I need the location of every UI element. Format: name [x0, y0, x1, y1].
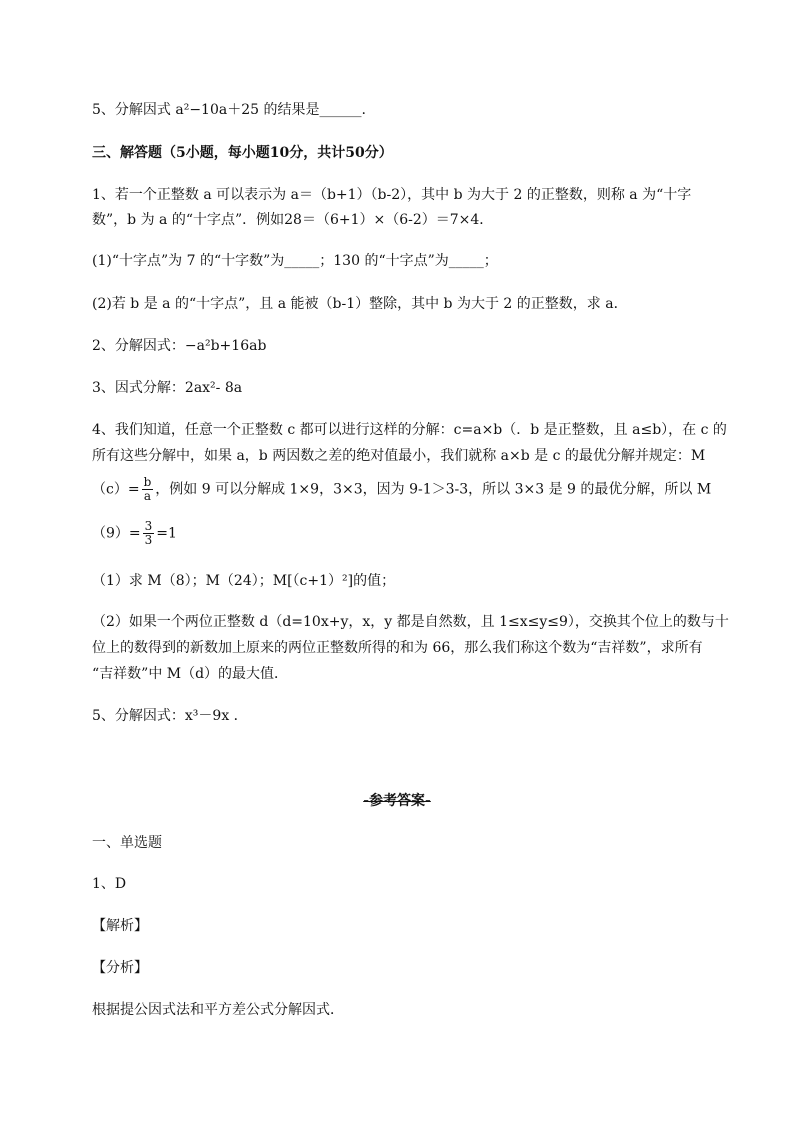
question-4-line-2: 所有这些分解中，如果 a，b 两因数之差的绝对值最小，我们就称 a×b 是 c 的最优分解并规定：M	[92, 448, 706, 464]
question-1-part-1: (1)“十字点”为 7 的“十字数”为_____；130 的“十字点”为_____；	[92, 253, 498, 269]
fraction-denominator: a	[143, 489, 151, 503]
question-2: 2、分解因式：−a²b+16ab	[92, 338, 267, 354]
question-3: 3、因式分解：2ax²- 8a	[92, 380, 243, 396]
question-4-line-4-prefix: （9）=	[92, 525, 141, 542]
question-5-fill-blank: 5、分解因式 a²−10a＋25 的结果是______.	[92, 102, 366, 118]
question-4-line-3-suffix: ，例如 9 可以分解成 1×9，3×3，因为 9-1＞3-3，所以 3×3 是 9 的最优分解，所以 M	[155, 481, 712, 498]
question-1-part-2: (2)若 b 是 a 的“十字点”，且 a 能被（b-1）整除，其中 b 为大于 2 的正整数，求 a．	[92, 296, 628, 312]
fraction-b-over-a	[142, 476, 154, 503]
question-4-line-3	[92, 476, 711, 503]
analysis-label: 【解析】	[92, 918, 148, 934]
fraction-numerator: b	[143, 475, 152, 489]
question-4-line-1: 4、我们知道，任意一个正整数 c 都可以进行这样的分解：c=a×b（．b 是正整数，且 a≤b），在 c 的	[92, 422, 727, 438]
section-heading-answer-questions: 三、解答题（5小题，每小题10分，共计50分）	[92, 145, 393, 161]
question-4-line-4-suffix: =1	[156, 525, 177, 542]
question-4-part-2-line-1: （2）如果一个两位正整数 d（d=10x+y，x，y 都是自然数，且 1≤x≤y≤9），交换其个位上的数与十	[92, 614, 729, 630]
question-4-part-2-line-2: 位上的数得到的新数加上原来的两位正整数所得的和为 66，那么我们称这个数为“吉祥数”，求所有	[92, 640, 703, 656]
question-4-part-1: （1）求 M（8）；M（24）；M[（c+1）²]的值；	[92, 573, 396, 589]
analysis-sub-label: 【分析】	[92, 960, 148, 976]
question-5: 5、分解因式：x³－9x ．	[92, 708, 248, 724]
question-4-part-2-line-3: “吉祥数”中 M（d）的最大值．	[92, 666, 289, 682]
fraction-3-over-3	[143, 520, 155, 547]
answer-1: 1、D	[92, 876, 127, 892]
question-4-line-4	[92, 520, 177, 547]
question-1-line-1: 1、若一个正整数 a 可以表示为 a＝（b+1）（b-2），其中 b 为大于 2 的正整数，则称 a 为“十字	[92, 187, 692, 203]
question-1-line-2: 数”，b 为 a 的“十字点”．例如28＝（6+1）×（6-2）＝7×4．	[92, 212, 494, 228]
answer-key-title-text: -参考答案-	[363, 793, 431, 809]
question-4-line-3-prefix: （c）=	[92, 481, 140, 498]
answer-key-title	[0, 791, 794, 811]
fraction-numerator: 3	[144, 519, 153, 533]
fraction-denominator: 3	[144, 533, 153, 547]
answer-section-1-heading: 一、单选题	[92, 835, 162, 851]
analysis-text: 根据提公因式法和平方差公式分解因式．	[92, 1002, 344, 1018]
